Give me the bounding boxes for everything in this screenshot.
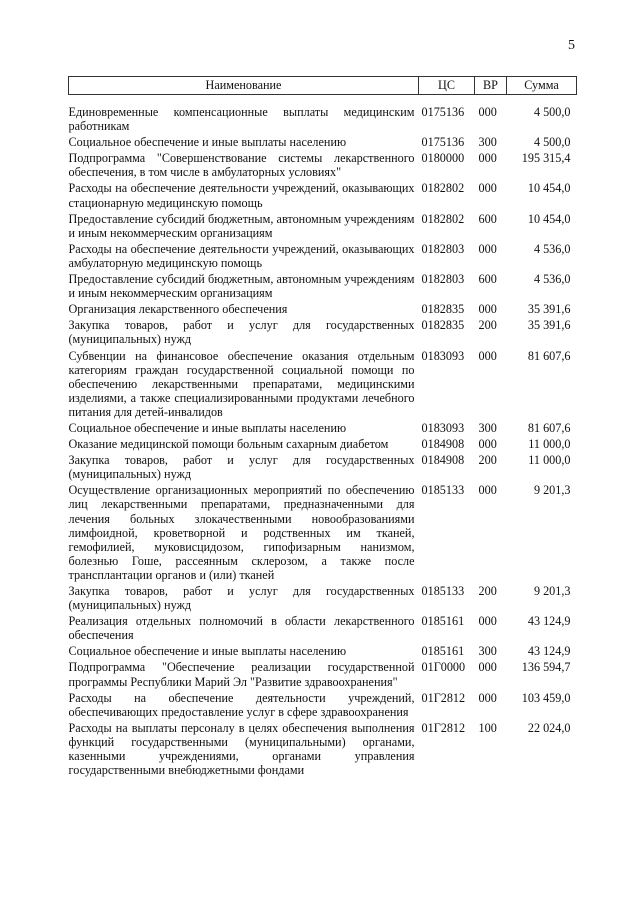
row-vr: 000 xyxy=(478,614,497,629)
budget-table xyxy=(68,76,577,777)
table-row xyxy=(69,347,577,419)
row-sum: 81 607,6 xyxy=(527,348,571,363)
row-name: Расходы на выплаты персоналу в целях обеспечения выполнения функций государственными (муниципальными) органами, казенными учреждениями, органами управления государственными внебюджетными фондами xyxy=(68,720,415,778)
row-code: 0185133 xyxy=(421,584,465,598)
row-code: 0182835 xyxy=(421,318,465,333)
row-sum: 4 500,0 xyxy=(533,135,571,150)
row-vr: 000 xyxy=(478,302,497,317)
row-name: Оказание медицинской помощи больным сахарным диабетом xyxy=(68,437,389,452)
row-name: Единовременные компенсационные выплаты медицинским работникам xyxy=(68,105,415,134)
table-row xyxy=(69,133,577,149)
table-row xyxy=(69,149,577,179)
table-row xyxy=(69,435,577,451)
row-vr: 000 xyxy=(478,483,497,498)
row-sum: 43 124,9 xyxy=(527,644,571,659)
header-name: Наименование xyxy=(69,77,419,95)
table-row xyxy=(69,419,577,435)
row-code: 0182835 xyxy=(421,302,465,317)
page-number: 5 xyxy=(568,38,575,53)
row-name: Социальное обеспечение и иные выплаты населению xyxy=(68,420,347,435)
row-name: Расходы на обеспечение деятельности учреждений, обеспечивающих предоставление услуг в сфере здравоохранения xyxy=(68,690,415,719)
table-row xyxy=(69,270,577,300)
table-row xyxy=(69,179,577,209)
row-name: Расходы на обеспечение деятельности учреждений, оказывающих амбулаторную медицинскую помощь xyxy=(68,241,415,270)
row-vr: 300 xyxy=(478,135,497,150)
row-code: 01Г2812 xyxy=(421,720,466,735)
row-code: 01Г2812 xyxy=(421,690,466,705)
row-vr: 600 xyxy=(478,211,497,226)
row-vr: 200 xyxy=(478,453,497,468)
row-code: 0175136 xyxy=(421,105,465,119)
row-code: 0185133 xyxy=(421,483,465,498)
row-name: Закупка товаров, работ и услуг для государственных (муниципальных) нужд xyxy=(68,584,415,613)
row-name: Расходы на обеспечение деятельности учреждений, оказывающих стационарную медицинскую помощь xyxy=(68,181,415,210)
row-name: Закупка товаров, работ и услуг для государственных (муниципальных) нужд xyxy=(68,453,415,482)
row-name: Предоставление субсидий бюджетным, автономным учреждениям и иным некоммерческим организациям xyxy=(68,211,415,240)
table-row xyxy=(69,210,577,240)
header-code: ЦС xyxy=(419,77,475,95)
row-sum: 195 315,4 xyxy=(521,151,571,166)
row-sum: 136 594,7 xyxy=(521,660,571,675)
table-body xyxy=(69,95,577,778)
table-header-row xyxy=(69,77,577,95)
row-sum: 35 391,6 xyxy=(527,318,571,333)
row-sum: 22 024,0 xyxy=(527,720,571,735)
table-row xyxy=(69,300,577,316)
row-sum: 43 124,9 xyxy=(527,614,571,629)
row-sum: 4 536,0 xyxy=(533,241,571,256)
row-sum: 10 454,0 xyxy=(527,211,571,226)
row-vr: 000 xyxy=(478,348,497,363)
row-sum: 4 500,0 xyxy=(533,105,571,119)
row-code: 0183093 xyxy=(421,348,465,363)
row-name: Подпрограмма "Обеспечение реализации государственной программы Республики Марий Эл "Развитие здравоохранения" xyxy=(68,660,415,689)
row-code: 0182802 xyxy=(421,211,465,226)
row-code: 0185161 xyxy=(421,644,465,659)
row-sum: 9 201,3 xyxy=(533,584,571,598)
row-sum: 35 391,6 xyxy=(527,302,571,317)
row-vr: 000 xyxy=(478,105,497,119)
row-vr: 300 xyxy=(478,644,497,659)
table-row xyxy=(69,316,577,346)
row-code: 0182803 xyxy=(421,241,465,256)
row-code: 01Г0000 xyxy=(421,660,466,675)
table-row xyxy=(69,481,577,582)
table-row xyxy=(69,642,577,658)
row-vr: 000 xyxy=(478,660,497,675)
row-sum: 4 536,0 xyxy=(533,272,571,287)
header-sum: Сумма xyxy=(507,77,577,95)
row-code: 0175136 xyxy=(421,135,465,150)
row-code: 0184908 xyxy=(421,453,465,468)
row-name: Субвенции на финансовое обеспечение оказания отдельным категориям граждан государственной социальной помощи по обеспечению лекарственными препаратами, медицинскими изделиями, а также специализированными продуктами лечебного питания для детей-инвалидов xyxy=(68,348,415,419)
row-vr: 600 xyxy=(478,272,497,287)
table-row xyxy=(69,612,577,642)
table-row xyxy=(69,689,577,719)
row-vr: 000 xyxy=(478,151,497,166)
row-vr: 000 xyxy=(478,181,497,196)
row-name: Реализация отдельных полномочий в области лекарственного обеспечения xyxy=(68,614,415,643)
row-sum: 103 459,0 xyxy=(521,690,571,705)
row-code: 0183093 xyxy=(421,420,465,435)
row-name: Социальное обеспечение и иные выплаты населению xyxy=(68,135,347,150)
row-sum: 11 000,0 xyxy=(528,453,571,468)
table-row xyxy=(69,658,577,688)
row-sum: 10 454,0 xyxy=(527,181,571,196)
row-name: Подпрограмма "Совершенствование системы лекарственного обеспечения, в том числе в амбулаторных условиях" xyxy=(68,151,415,180)
row-code: 0184908 xyxy=(421,437,465,452)
row-vr: 200 xyxy=(478,318,497,333)
row-sum: 11 000,0 xyxy=(528,437,571,452)
row-name: Закупка товаров, работ и услуг для государственных (муниципальных) нужд xyxy=(68,318,415,347)
row-vr: 200 xyxy=(478,584,497,598)
row-code: 0182802 xyxy=(421,181,465,196)
table-row xyxy=(69,582,577,612)
row-code: 0182803 xyxy=(421,272,465,287)
row-sum: 9 201,3 xyxy=(533,483,571,498)
row-code: 0180000 xyxy=(421,151,465,166)
table-row xyxy=(69,451,577,481)
row-vr: 100 xyxy=(478,720,497,735)
table-row xyxy=(69,240,577,270)
row-vr: 300 xyxy=(478,420,497,435)
row-vr: 000 xyxy=(478,690,497,705)
table-row xyxy=(69,719,577,777)
row-name: Социальное обеспечение и иные выплаты населению xyxy=(68,644,347,659)
row-name: Осуществление организационных мероприятий по обеспечению лиц лекарственными препаратами, предназначенными для лечения больных злокачественными новообразованиями лимфоидной, кроветворной и родственных им тканей, гемофилией, муковисцидозом, гипофизарным нанизмом, болезнью Гоше, рассеянным склерозом, а также после трансплантации органов и (или) тканей xyxy=(68,483,415,582)
row-code: 0185161 xyxy=(421,614,465,629)
row-sum: 81 607,6 xyxy=(527,420,571,435)
row-vr: 000 xyxy=(478,437,497,452)
row-name: Предоставление субсидий бюджетным, автономным учреждениям и иным некоммерческим организациям xyxy=(68,272,415,301)
table-row xyxy=(69,95,577,134)
header-vr: ВР xyxy=(475,77,507,95)
row-name: Организация лекарственного обеспечения xyxy=(68,302,288,317)
row-vr: 000 xyxy=(478,241,497,256)
